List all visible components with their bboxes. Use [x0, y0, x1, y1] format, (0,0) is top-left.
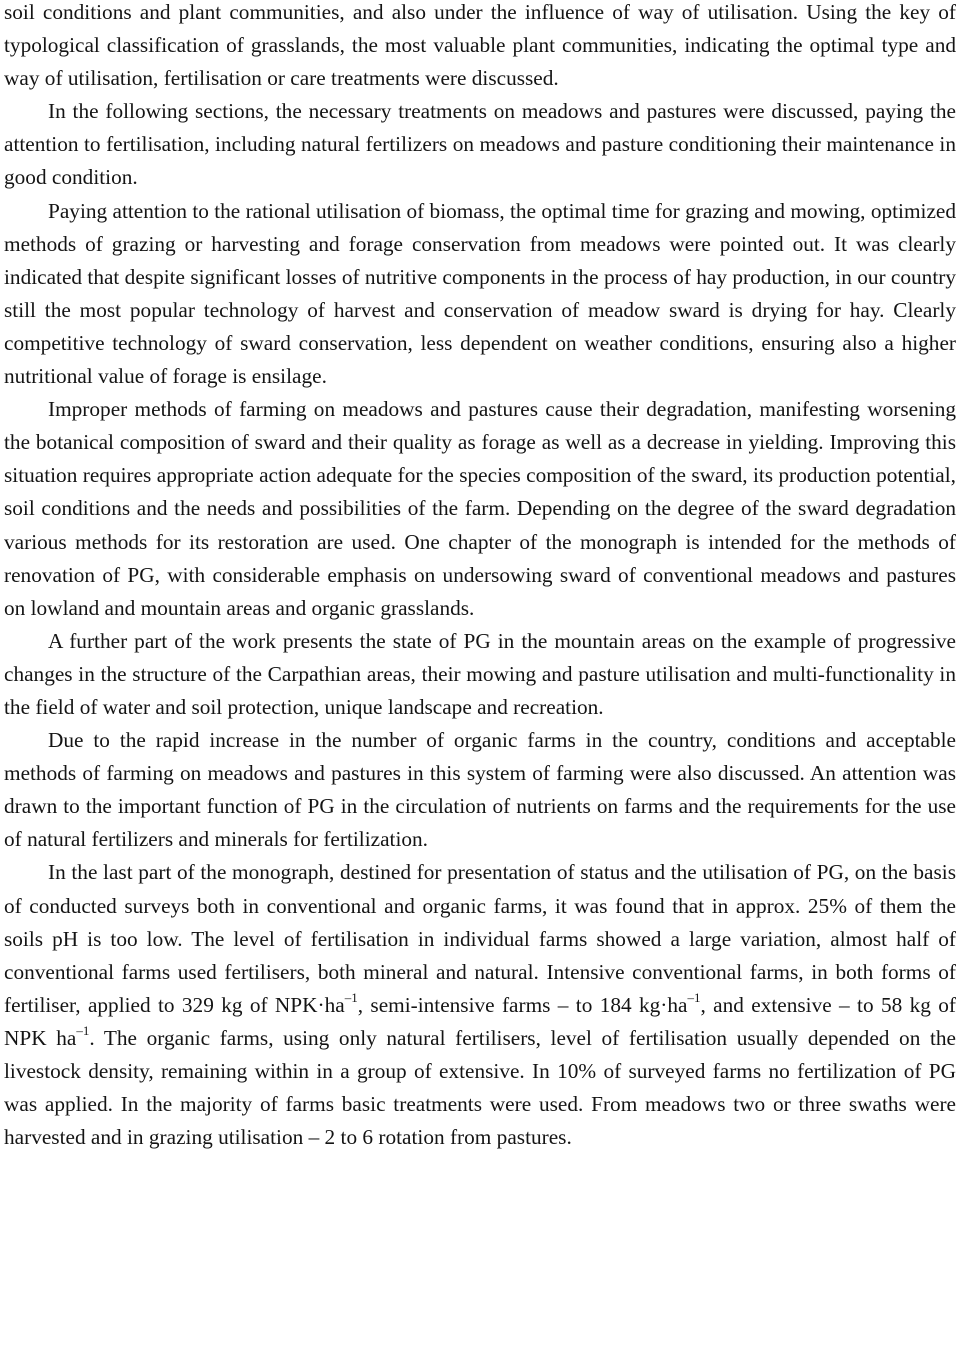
paragraph-mountain-areas	[4, 625, 956, 724]
paragraph-text-part: . The organic farms, using only natural fertilisers, level of fertilisation usually depended on the livestock density, remaining within in a group of extensive. In 10% of surveyed farms no fertilization of PG was applied. In the majority of farms basic treatments were used. From meadows two or three swaths were harvested and in grazing utilisation – 2 to 6 rotation from pastures.	[4, 1025, 956, 1150]
paragraph-degradation	[4, 393, 956, 625]
paragraph-survey-results	[4, 856, 956, 1154]
superscript-exponent: –1	[76, 1022, 90, 1038]
paragraph-biomass-utilisation	[4, 195, 956, 394]
paragraph-treatments	[4, 95, 956, 194]
paragraph-organic-farms	[4, 724, 956, 856]
paragraph-text: soil conditions and plant communities, and also under the influence of way of utilisation. Using the key of typological classification of grasslands, the most valuable plant communities, indicating the optimal type and way of utilisation, fertilisation or care treatments were discussed.	[4, 0, 956, 91]
document-page	[4, 0, 956, 1154]
paragraph-text: Paying attention to the rational utilisation of biomass, the optimal time for grazing and mowing, optimized methods of grazing or harvesting and forage conservation from meadows were pointed out. It was clearly indicated that despite significant losses of nutritive components in the process of hay production, in our country still the most popular technology of harvest and conservation of meadow sward is drying for hay. Clearly competitive technology of sward conservation, less dependent on weather conditions, ensuring also a higher nutritional value of forage is ensilage.	[4, 198, 956, 389]
paragraph-text: In the following sections, the necessary treatments on meadows and pastures were discussed, paying the attention to fertilisation, including natural fertilizers on meadows and pasture conditioning their maintenance in good condition.	[4, 99, 956, 190]
paragraph-text: Improper methods of farming on meadows and pastures cause their degradation, manifesting worsening the botanical composition of sward and their quality as forage as well as a decrease in yielding. Improving this situation requires appropriate action adequate for the species composition of the sward, its production potential, soil conditions and the needs and possibilities of the farm. Depending on the degree of the sward degradation various methods for its restoration are used. One chapter of the monograph is intended for the methods of renovation of PG, with considerable emphasis on undersowing sward of conventional meadows and pastures on lowland and mountain areas and organic grasslands.	[4, 397, 956, 620]
paragraph-text: A further part of the work presents the state of PG in the mountain areas on the example of progressive changes in the structure of the Carpathian areas, their mowing and pasture utilisation and multi-functionality in the field of water and soil protection, unique landscape and recreation.	[4, 628, 956, 719]
superscript-exponent: –1	[687, 989, 701, 1005]
paragraph-text-part: In the last part of the monograph, destined for presentation of status and the utilisation of PG, on the basis of conducted surveys both in conventional and organic farms, it was found that in approx. 25% of them the soils pH is too low. The level of fertilisation in individual farms showed a large variation, almost half of conventional farms used fertilisers, both mineral and natural. Intensive conventional farms, in both forms of fertiliser, applied to 329 kg of NPK·ha	[4, 860, 956, 1017]
paragraph-text-part: , and extensive – to 58 kg of NPK ha	[4, 992, 956, 1050]
superscript-exponent: –1	[344, 989, 358, 1005]
paragraph-continuation	[4, 0, 956, 95]
paragraph-text: Due to the rapid increase in the number of organic farms in the country, conditions and acceptable methods of farming on meadows and pastures in this system of farming were also discussed. An attention was drawn to the important function of PG in the circulation of nutrients on farms and the requirements for the use of natural fertilizers and minerals for fertilization.	[4, 728, 956, 852]
paragraph-text-part: , semi-intensive farms – to 184 kg·ha	[357, 992, 688, 1017]
